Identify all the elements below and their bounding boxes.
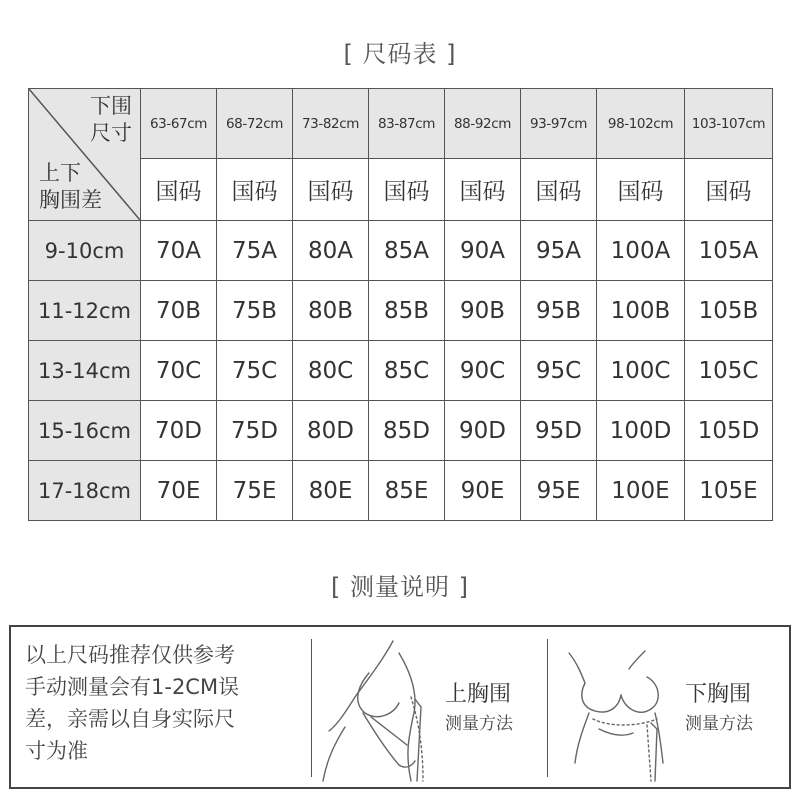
bust-difference-cell: 17-18cm: [29, 461, 141, 521]
size-cell: 95A: [521, 221, 597, 281]
size-cell: 80D: [293, 401, 369, 461]
size-table-title: [ 尺码表 ]: [343, 40, 457, 68]
size-cell: 105C: [685, 341, 773, 401]
bust-difference-label: 上下 胸围差: [39, 161, 102, 212]
code-header-cell: 国码: [685, 159, 773, 221]
measure-instructions-box: [9, 625, 791, 789]
measurement-note: 以上尺码推荐仅供参考 手动测量会有1-2CM误 差，亲需以自身实际尺 寸为准: [25, 643, 240, 763]
size-cell: 70B: [141, 281, 217, 341]
size-cell: 105D: [685, 401, 773, 461]
size-cell: 75C: [217, 341, 293, 401]
range-cell: 68-72cm: [217, 89, 293, 159]
size-cell: 105B: [685, 281, 773, 341]
size-cell: 75A: [217, 221, 293, 281]
size-cell: 80E: [293, 461, 369, 521]
size-cell: 90D: [445, 401, 521, 461]
table-row: [29, 461, 773, 521]
divider: [547, 639, 548, 777]
code-header-cell: 国码: [521, 159, 597, 221]
size-cell: 95E: [521, 461, 597, 521]
upper-bust-measure-illustration-icon: [315, 633, 455, 783]
range-cell: 93-97cm: [521, 89, 597, 159]
range-cell: 103-107cm: [685, 89, 773, 159]
table-row: [29, 281, 773, 341]
size-cell: 85C: [369, 341, 445, 401]
range-cell: 88-92cm: [445, 89, 521, 159]
size-table: [28, 88, 773, 521]
upper-bust-title: 上胸围: [445, 682, 512, 707]
size-cell: 85B: [369, 281, 445, 341]
range-cell: 73-82cm: [293, 89, 369, 159]
table-row: [29, 341, 773, 401]
table-row: [29, 401, 773, 461]
code-header-cell: 国码: [293, 159, 369, 221]
size-cell: 80C: [293, 341, 369, 401]
size-cell: 70D: [141, 401, 217, 461]
size-cell: 70C: [141, 341, 217, 401]
code-header-cell: 国码: [597, 159, 685, 221]
code-header-cell: 国码: [445, 159, 521, 221]
bust-difference-cell: 9-10cm: [29, 221, 141, 281]
under-bust-title: 下胸围: [685, 682, 752, 707]
range-cell: 63-67cm: [141, 89, 217, 159]
bust-difference-cell: 13-14cm: [29, 341, 141, 401]
code-header-cell: 国码: [141, 159, 217, 221]
size-cell: 100C: [597, 341, 685, 401]
size-cell: 100D: [597, 401, 685, 461]
underbust-size-label: 下围 尺寸: [90, 94, 132, 145]
size-cell: 90A: [445, 221, 521, 281]
under-bust-measure-illustration-icon: [559, 633, 689, 783]
size-cell: 75D: [217, 401, 293, 461]
corner-header-cell: [29, 89, 141, 221]
code-header-cell: 国码: [369, 159, 445, 221]
measure-section-title: [ 测量说明 ]: [331, 573, 469, 601]
size-cell: 85D: [369, 401, 445, 461]
range-cell: 98-102cm: [597, 89, 685, 159]
size-cell: 90B: [445, 281, 521, 341]
table-row: [29, 221, 773, 281]
size-cell: 100E: [597, 461, 685, 521]
range-cell: 83-87cm: [369, 89, 445, 159]
size-cell: 95C: [521, 341, 597, 401]
divider: [311, 639, 312, 777]
size-cell: 95B: [521, 281, 597, 341]
size-cell: 75B: [217, 281, 293, 341]
bust-difference-cell: 11-12cm: [29, 281, 141, 341]
size-cell: 90E: [445, 461, 521, 521]
under-bust-subtitle: 测量方法: [685, 714, 753, 734]
size-cell: 70A: [141, 221, 217, 281]
bust-difference-cell: 15-16cm: [29, 401, 141, 461]
size-cell: 90C: [445, 341, 521, 401]
size-cell: 105E: [685, 461, 773, 521]
size-cell: 100B: [597, 281, 685, 341]
size-cell: 80A: [293, 221, 369, 281]
code-header-cell: 国码: [217, 159, 293, 221]
size-cell: 75E: [217, 461, 293, 521]
size-cell: 80B: [293, 281, 369, 341]
size-cell: 100A: [597, 221, 685, 281]
size-cell: 85E: [369, 461, 445, 521]
size-cell: 105A: [685, 221, 773, 281]
upper-bust-subtitle: 测量方法: [445, 714, 513, 734]
size-cell: 85A: [369, 221, 445, 281]
size-cell: 70E: [141, 461, 217, 521]
size-cell: 95D: [521, 401, 597, 461]
